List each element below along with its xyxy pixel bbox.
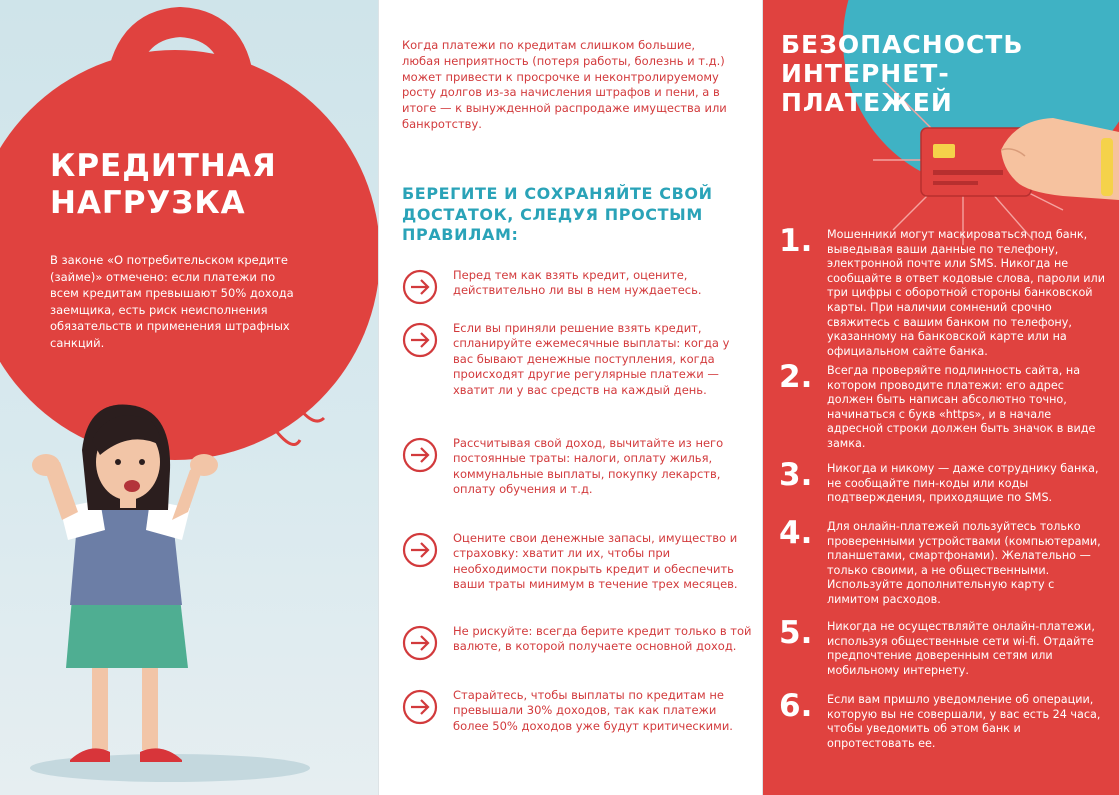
weight-illustration <box>0 0 378 795</box>
arrow-circle-icon <box>401 321 439 359</box>
middle-panel <box>378 0 763 795</box>
left-title-line: КРЕДИТНАЯ <box>50 148 277 184</box>
item-number: 4. <box>779 515 813 551</box>
item-number: 1. <box>779 223 813 259</box>
item-number: 5. <box>779 615 813 651</box>
right-panel <box>763 0 1119 795</box>
right-title-line: ИНТЕРНЕТ- <box>781 59 950 88</box>
arrow-circle-icon <box>401 624 439 662</box>
left-panel <box>0 0 378 795</box>
rule-text: Старайтесь, чтобы выплаты по кредитам не превышали 30% доходов, так как платежи более 50% доходов уже будут критическими. <box>453 688 733 733</box>
item-text: Никогда не осуществляйте онлайн-платежи, используя общественные сети wi-fi. Отдайте предпочтение доверенным сетям или мобильному интернету. <box>827 620 1095 677</box>
arrow-circle-icon <box>401 688 439 726</box>
middle-heading: БЕРЕГИТЕ И СОХРАНЯЙТЕ СВОЙ ДОСТАТОК, СЛЕДУЯ ПРОСТЫМ ПРАВИЛАМ: <box>402 184 713 244</box>
right-title <box>781 30 1023 117</box>
rule-text: Если вы приняли решение взять кредит, спланируйте ежемесячные выплаты: когда у вас бывают денежные поступления, когда происходят другие регулярные платежи — хватит ли у вас средств на каждый день. <box>453 321 730 397</box>
left-title <box>50 148 277 222</box>
arrow-circle-icon <box>401 268 439 306</box>
arrow-circle-icon <box>401 436 439 474</box>
item-number: 3. <box>779 457 813 493</box>
item-number: 6. <box>779 688 813 724</box>
item-text: Всегда проверяйте подлинность сайта, на котором проводите платежи: его адрес должен быть написан абсолютно точно, начинаться с букв «https», и в начале адресной строки должен быть значок в виде замка. <box>827 364 1096 450</box>
item-number: 2. <box>779 359 813 395</box>
rule-text: Рассчитывая свой доход, вычитайте из него постоянные траты: налоги, оплату жилья, коммунальные выплаты, покупку лекарств, оплату обучения и т.д. <box>453 436 724 497</box>
left-law-text: В законе «О потребительском кредите (займе)» отмечено: если платежи по всем кредитам превышают 50% дохода заемщика, есть риск неисполнения обязательств и применения штрафных санкций. <box>50 253 294 350</box>
rule-text: Перед тем как взять кредит, оцените, действительно ли вы в нем нуждаетесь. <box>453 268 702 298</box>
middle-intro-text: Когда платежи по кредитам слишком большие, любая неприятность (потеря работы, болезнь и т.д.) может привести к просрочке и неконтролируемому росту долгов из-за начисления штрафов и пени, а в итоге — к вынужденной распродаже имущества или банкротству. <box>402 38 727 131</box>
rule-text: Оцените свои денежные запасы, имущество и страховку: хватит ли их, чтобы при необходимости покрыть кредит и обеспечить ваши траты минимум в течение трех месяцев. <box>453 531 738 592</box>
item-text: Для онлайн-платежей пользуйтесь только проверенными устройствами (компьютерами, планшетами, смартфонами). Желательно — только своими, а не общественными. Используйте дополнительную карту с лимитом расходов. <box>827 520 1101 606</box>
arrow-circle-icon <box>401 531 439 569</box>
left-title-line: НАГРУЗКА <box>50 185 246 221</box>
item-text: Если вам пришло уведомление об операции, которую вы не совершали, у вас есть 24 часа, чтобы уведомить об этом банк и опротестовать ее. <box>827 693 1101 750</box>
item-text: Мошенники могут маскироваться под банк, выведывая ваши данные по телефону, электронной почте или SMS. Никогда не сообщайте в ответ кодовые слова, пароли или три цифры с оборотной стороны банковской карты. При наличии сомнений срочно свяжитесь с вашим банком по телефону, указанному на банковской карте или на официальном сайте банка. <box>827 228 1105 358</box>
right-title-line: БЕЗОПАСНОСТЬ <box>781 30 1024 59</box>
rule-text: Не рискуйте: всегда берите кредит только в той валюте, в которой получаете основной доход. <box>453 624 752 654</box>
right-title-line: ПЛАТЕЖЕЙ <box>781 88 953 117</box>
item-text: Никогда и никому — даже сотруднику банка, не сообщайте пин-коды или коды подтверждения, приходящие по SMS. <box>827 462 1099 505</box>
